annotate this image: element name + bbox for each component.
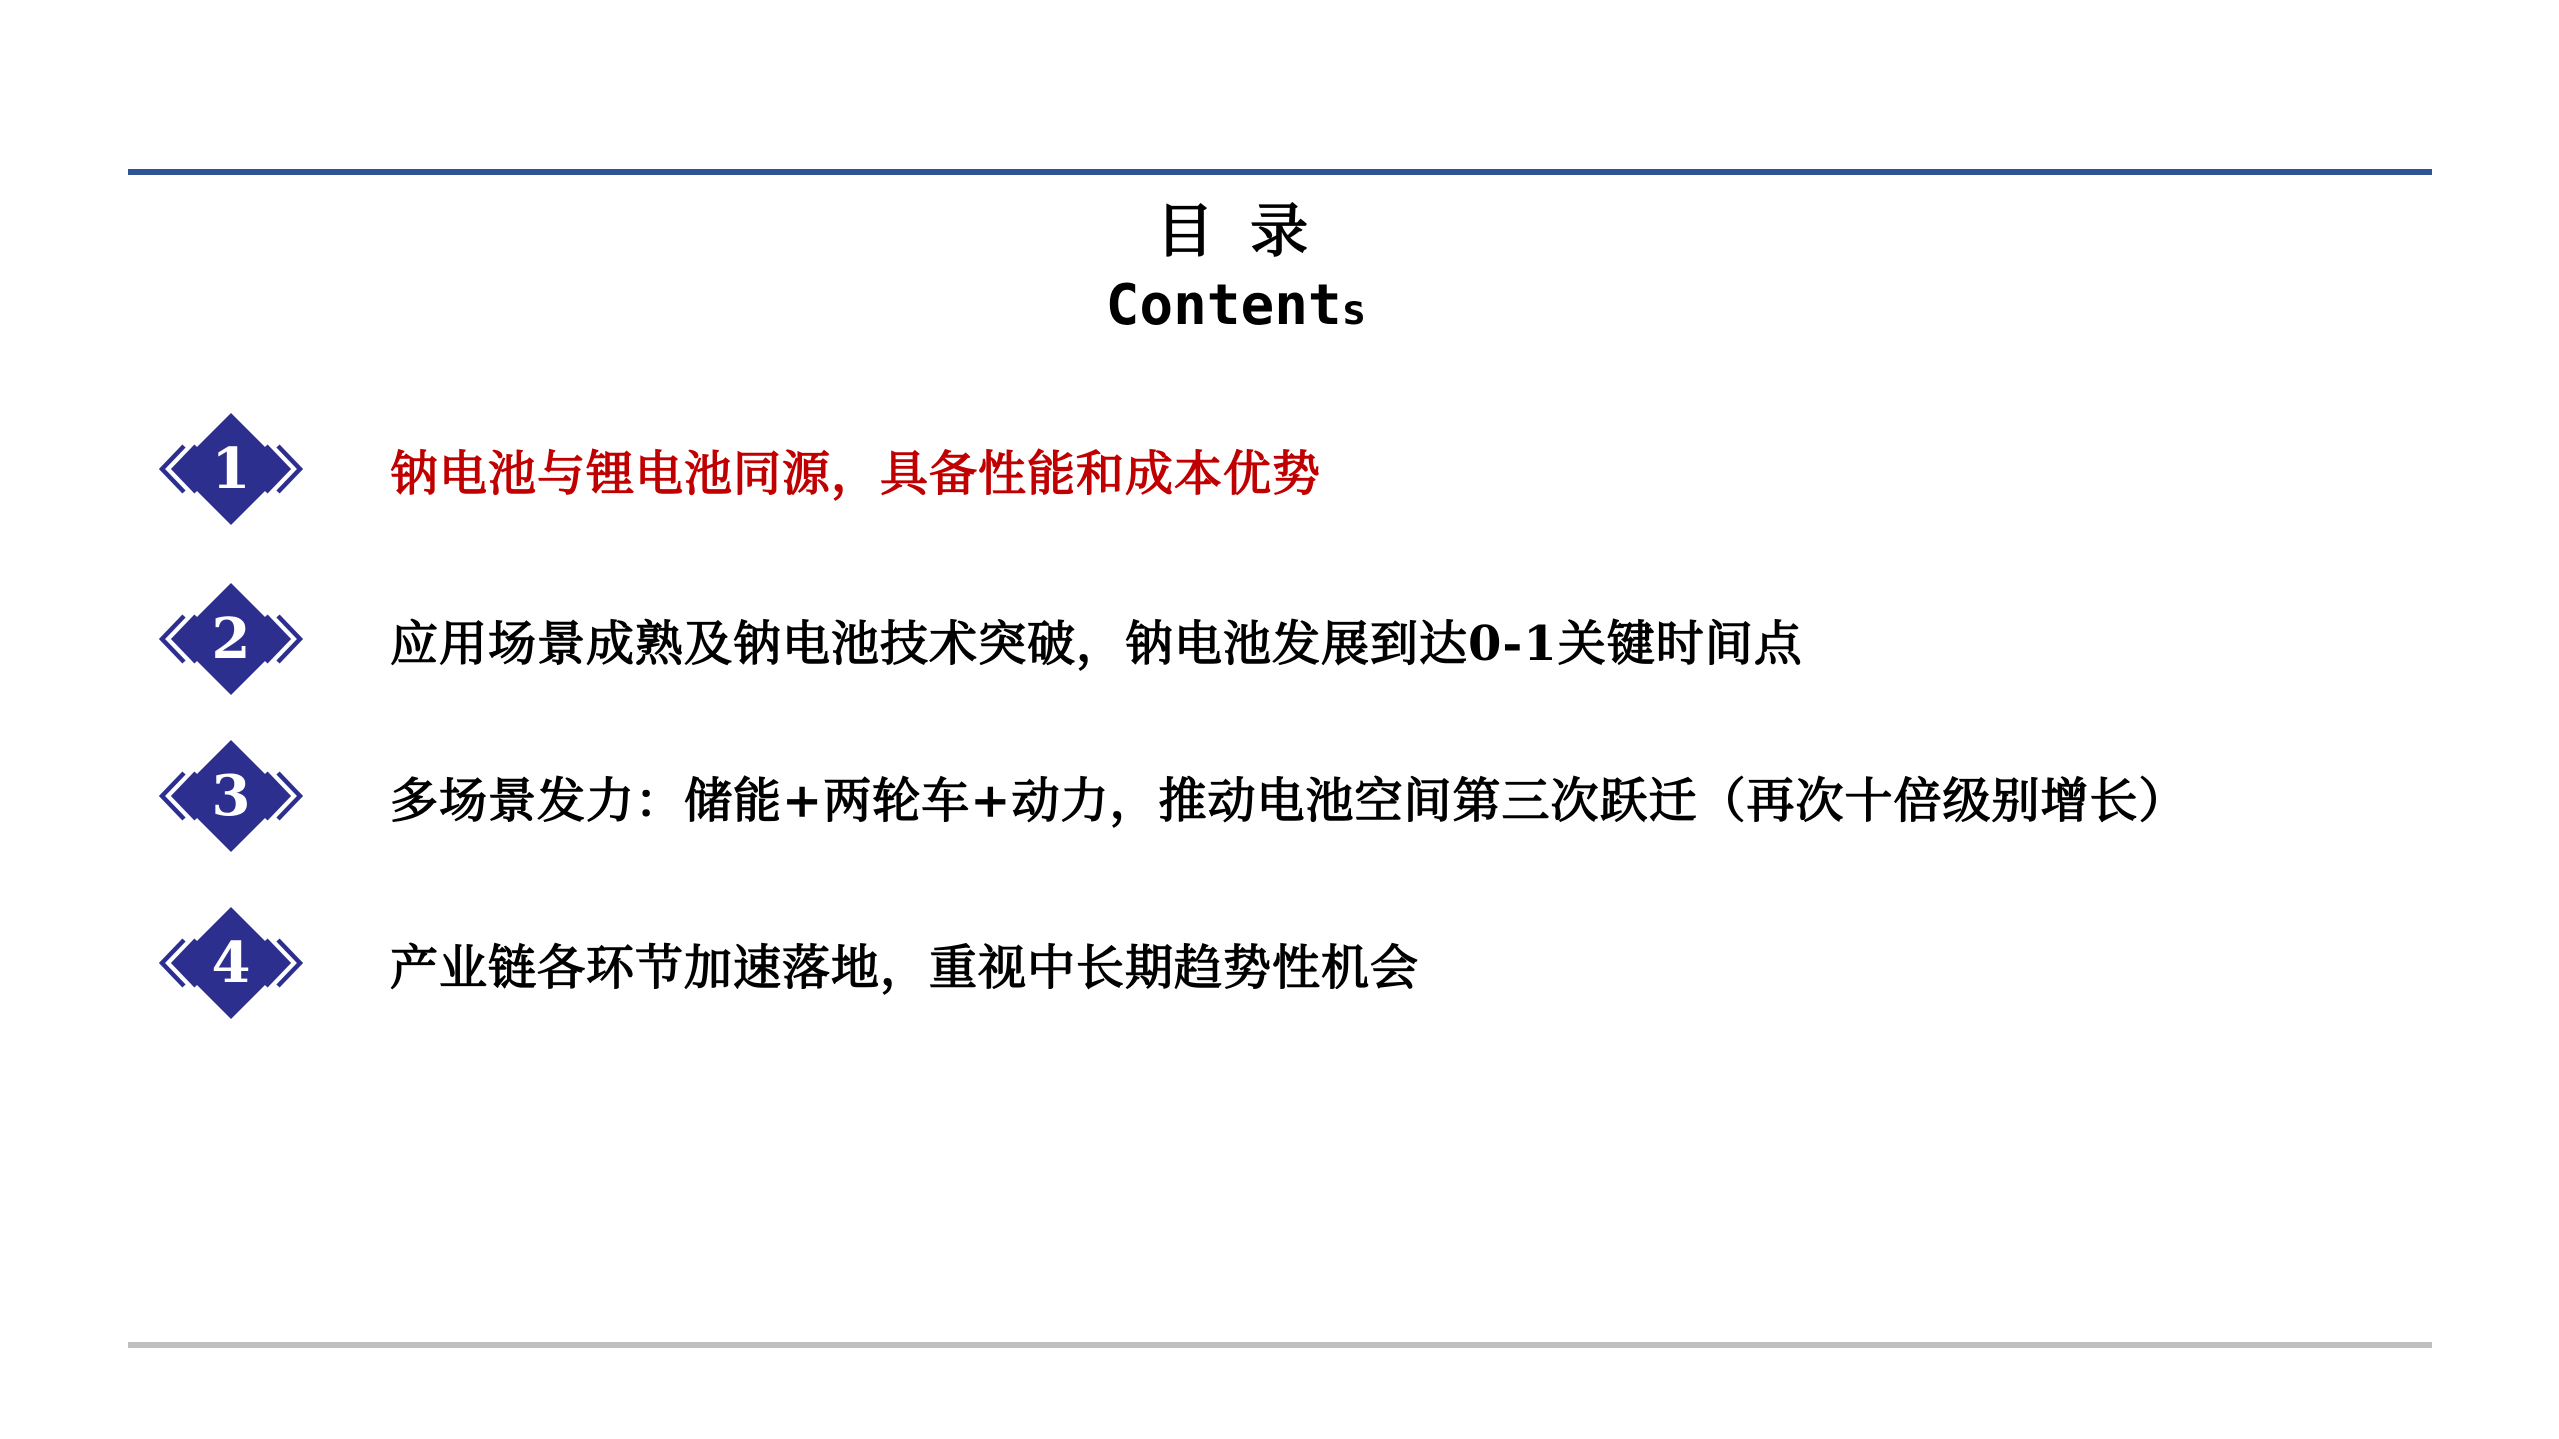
page-title-en-main: Content [1105,273,1342,338]
toc-item-4 [0,901,2559,1025]
page-title-en [0,273,2472,338]
toc-item-number: 4 [211,930,251,996]
toc-item-2 [0,577,2559,701]
diamond-number-icon [153,407,309,531]
toc-item-number: 2 [211,606,251,672]
page-title-cn: 目 录 [1155,197,1317,265]
title-block [0,197,2472,338]
toc-item-text: 产业链各环节加速落地，重视中长期趋势性机会 [390,939,1420,996]
toc-item-text: 应用场景成熟及钠电池技术突破，钠电池发展到达0-1关键时间点 [390,615,1803,672]
toc-item-3 [0,734,2559,858]
toc-item-text: 钠电池与锂电池同源，具备性能和成本优势 [390,445,1322,502]
page-title-en-small: s [1341,286,1367,334]
toc-item-number: 1 [211,436,251,502]
toc-item-number: 3 [211,763,251,829]
diamond-number-icon [153,901,309,1025]
diamond-number-icon [153,734,309,858]
toc-item-1 [0,407,2559,531]
bottom-divider [128,1342,2432,1348]
diamond-number-icon [153,577,309,701]
top-divider [128,169,2432,175]
toc-item-text: 多场景发力：储能+两轮车+动力，推动电池空间第三次跃迁（再次十倍级别增长） [390,772,2188,829]
